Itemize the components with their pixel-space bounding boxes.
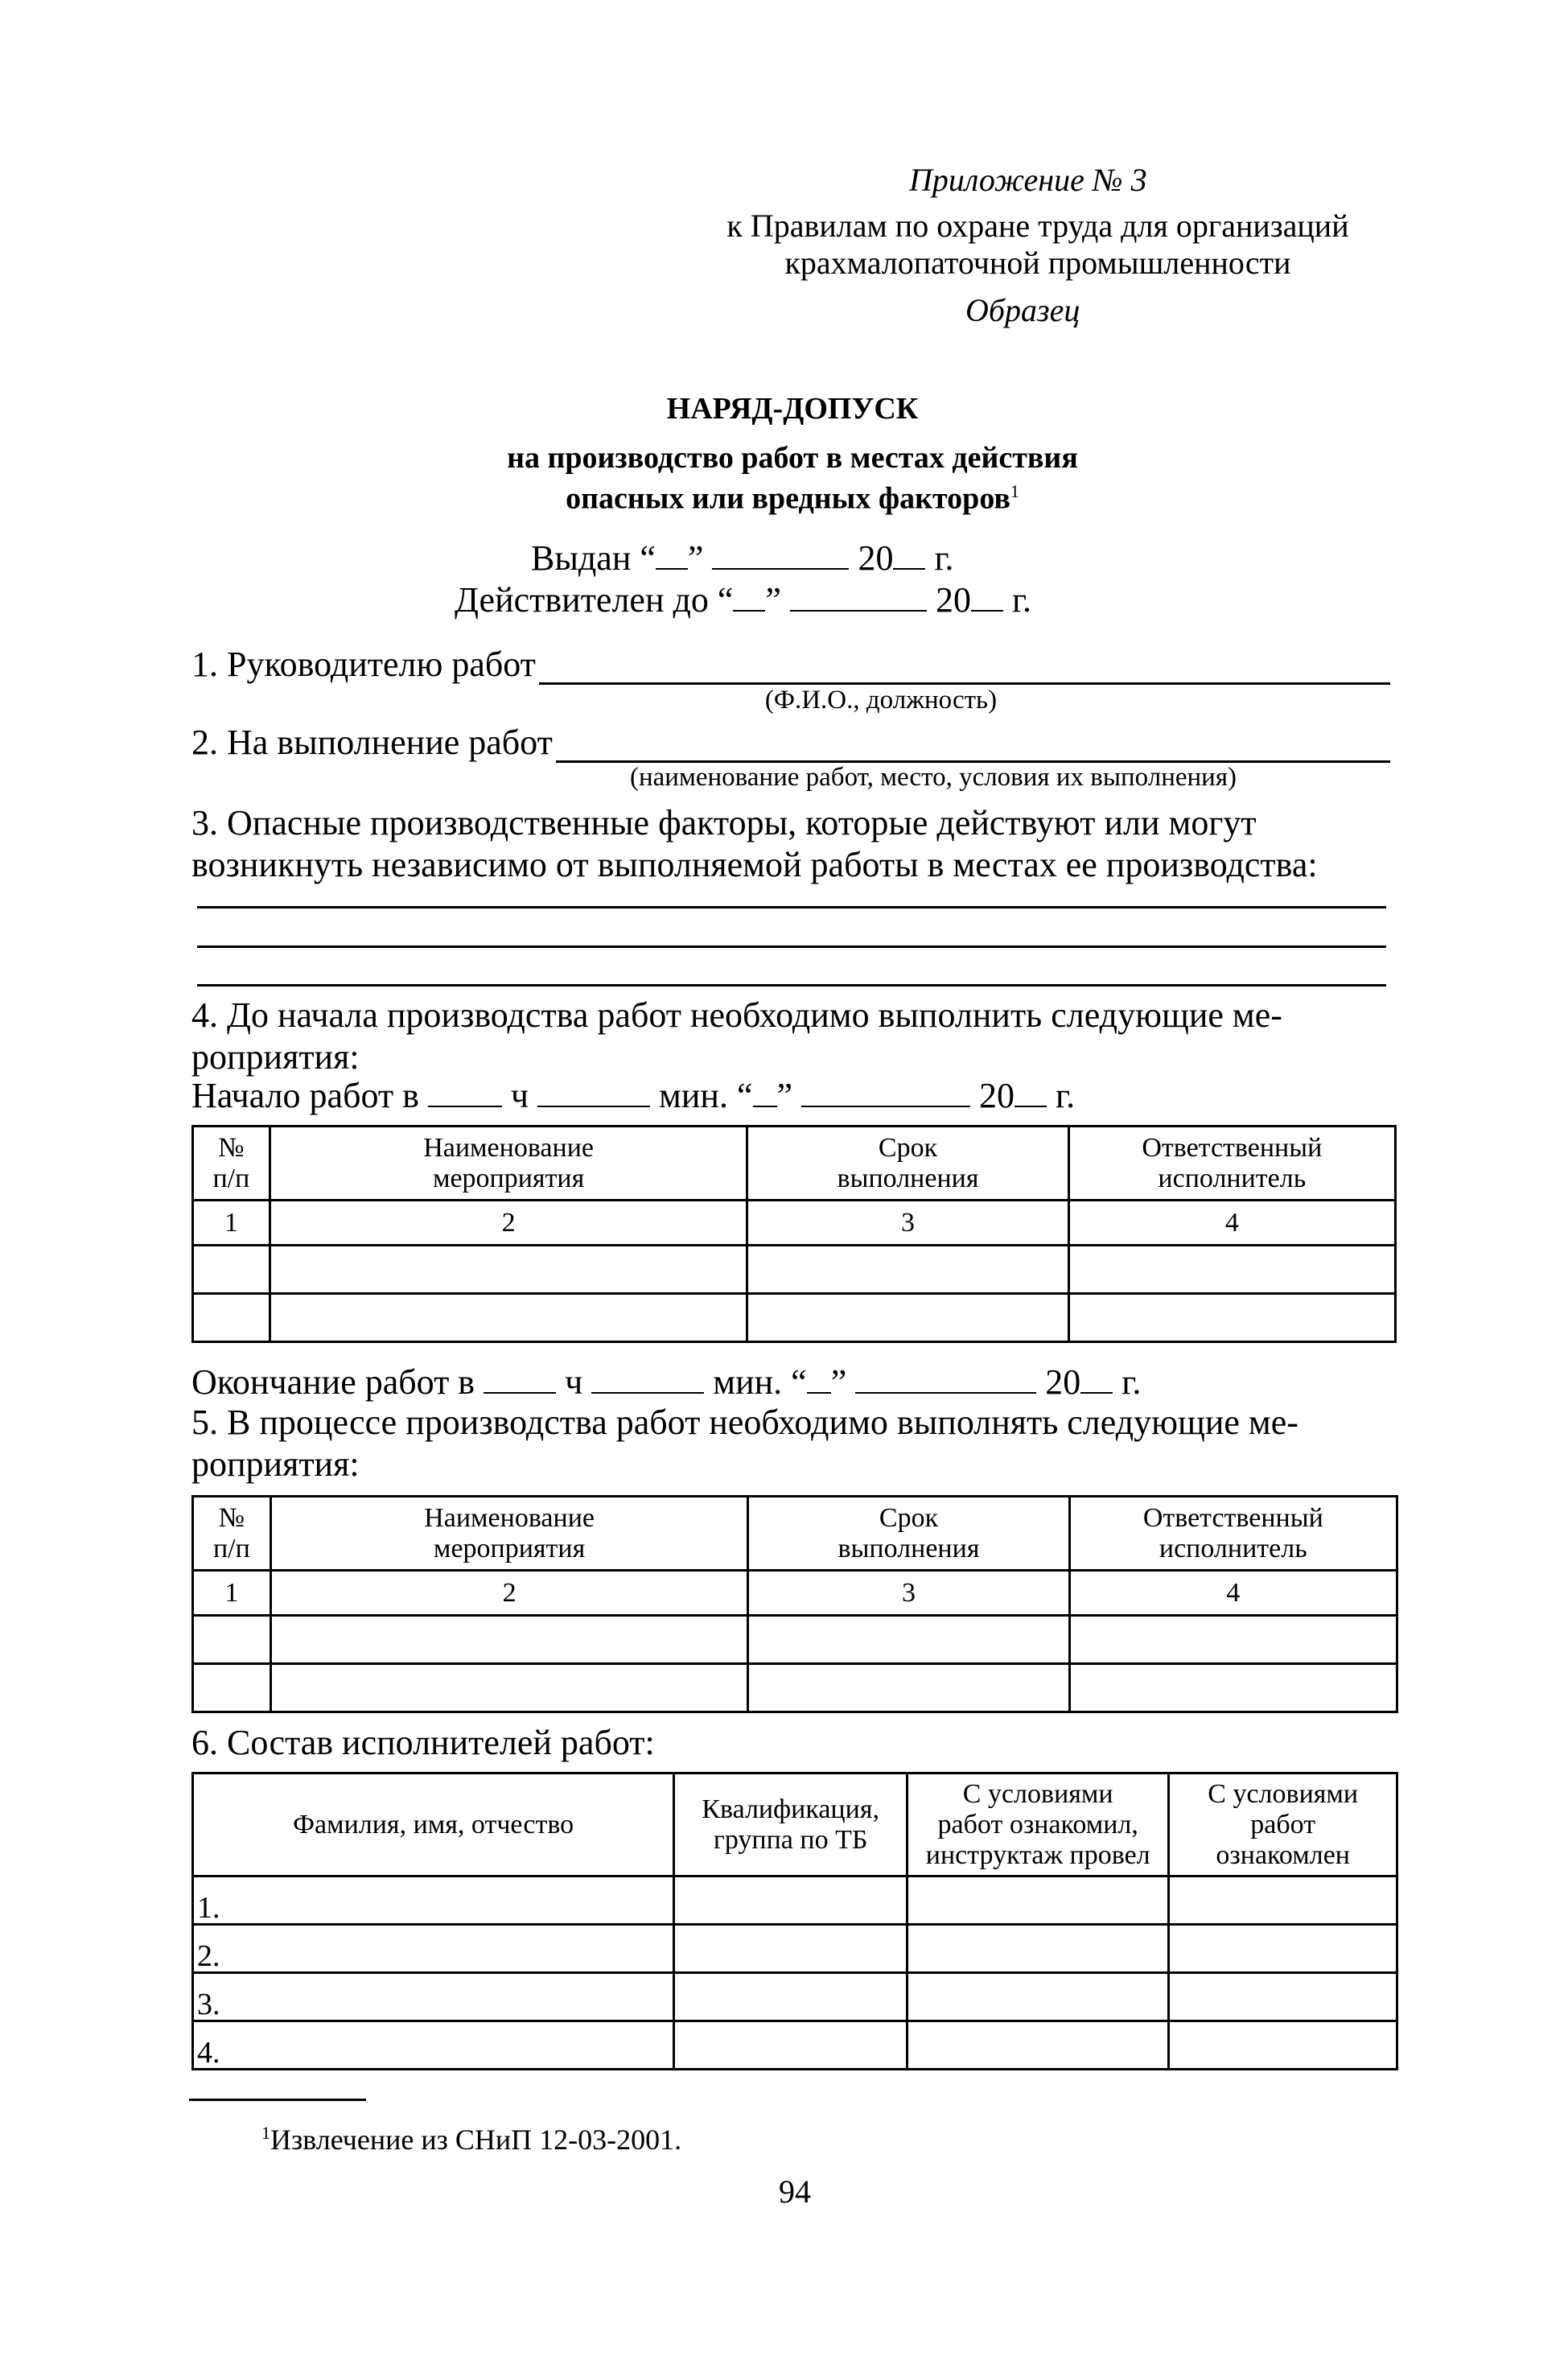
end-year-field[interactable] <box>1080 1366 1113 1394</box>
footnote <box>261 2123 681 2157</box>
end-month-field[interactable] <box>855 1366 1036 1394</box>
hazard-factors-line-3[interactable] <box>197 984 1386 987</box>
header-acquainted: С условиями работ ознакомлен <box>1169 1773 1397 1876</box>
header-number: № п/п <box>193 1127 270 1201</box>
work-assignment-field[interactable] <box>556 731 1390 763</box>
footnote-reference[interactable]: 1 <box>1010 481 1019 501</box>
worker-name-cell[interactable]: 1. <box>193 1876 674 1925</box>
work-assignment-label: 2. На выполнение работ <box>191 723 553 762</box>
table-row <box>193 1925 1397 1973</box>
header-responsible: Ответственный исполнитель <box>1068 1127 1395 1201</box>
valid-until-label: Действителен до <box>455 580 709 620</box>
document-subtitle <box>402 441 1183 516</box>
table-row <box>193 1246 1396 1294</box>
table-cell[interactable] <box>1068 1246 1395 1294</box>
valid-until-line: Действителен до “ ” 20 г. <box>455 580 1032 620</box>
page-number: 94 <box>779 2173 811 2210</box>
header-deadline: Срок выполнения <box>748 1497 1069 1571</box>
header-measure-name: Наименование мероприятия <box>270 1497 748 1571</box>
valid-month-field[interactable] <box>790 584 927 612</box>
header-briefing-conducted: С условиями работ ознакомил, инструктаж провел <box>907 1773 1169 1876</box>
footnote-divider <box>189 2099 366 2101</box>
work-start-label: Начало работ в <box>191 1076 419 1115</box>
worker-name-cell[interactable]: 2. <box>193 1925 674 1973</box>
table-cell[interactable] <box>748 1616 1069 1664</box>
workers-composition-text: 6. Состав исполнителей работ: <box>191 1723 655 1762</box>
valid-day-field[interactable] <box>733 584 765 612</box>
footnote-text: Извлечение из СНиП 12-03-2001. <box>270 2124 682 2156</box>
appendix-reference <box>692 208 1384 282</box>
issued-year-field[interactable] <box>893 542 925 570</box>
table-cell[interactable] <box>270 1616 748 1664</box>
start-day-field[interactable] <box>753 1080 777 1107</box>
table-cell[interactable] <box>907 1973 1169 2021</box>
table-cell[interactable] <box>193 1664 271 1712</box>
during-work-measures-table <box>191 1495 1398 1713</box>
table-row <box>193 2021 1397 2070</box>
column-numbering-row: 1 2 3 4 <box>193 1571 1397 1616</box>
appendix-reference-line2: крахмалопаточной промышленности <box>784 245 1291 281</box>
subtitle-line2: опасных или вредных факторов <box>566 481 1010 516</box>
table-cell[interactable] <box>270 1294 747 1342</box>
work-start-line: Начало работ в ч мин. “ ” 20 г. <box>191 1076 1076 1115</box>
appendix-reference-line1: к Правилам по охране труда для организаций <box>726 208 1349 244</box>
work-end-line: Окончание работ в ч мин. “ ” 20 г. <box>191 1362 1142 1402</box>
work-supervisor-label: 1. Руководителю работ <box>191 645 536 684</box>
header-deadline: Срок выполнения <box>747 1127 1068 1201</box>
start-year-field[interactable] <box>1014 1080 1047 1107</box>
work-supervisor-row <box>191 644 1390 685</box>
footnote-mark: 1 <box>261 2123 270 2143</box>
issued-label: Выдан <box>531 538 632 578</box>
issued-month-field[interactable] <box>712 542 849 570</box>
sample-label: Образец <box>965 292 1080 328</box>
table-cell[interactable] <box>747 1246 1068 1294</box>
table-cell[interactable] <box>193 1294 270 1342</box>
pre-work-measures-table <box>191 1125 1397 1343</box>
table-cell[interactable] <box>907 1925 1169 1973</box>
document-title: НАРЯД-ДОПУСК <box>666 392 919 426</box>
hazard-factors-line-2[interactable] <box>197 945 1386 948</box>
work-supervisor-field[interactable] <box>539 653 1390 685</box>
work-end-label: Окончание работ в <box>191 1362 475 1402</box>
table-row <box>193 1616 1397 1664</box>
end-hours-field[interactable] <box>484 1366 556 1394</box>
header-measure-name: Наименование мероприятия <box>270 1127 747 1201</box>
table-header-row <box>193 1127 1396 1201</box>
table-row <box>193 1876 1397 1925</box>
hazard-factors-line-1[interactable] <box>197 906 1386 908</box>
header-qualification: Квалификация, группа по ТБ <box>674 1773 907 1876</box>
start-hours-field[interactable] <box>428 1080 502 1107</box>
issued-date-line: Выдан “ ” 20 г. <box>531 538 954 578</box>
column-numbering-row: 1 2 3 4 <box>193 1201 1396 1246</box>
table-row <box>193 1664 1397 1712</box>
table-cell[interactable] <box>1069 1616 1397 1664</box>
table-cell[interactable] <box>1169 1973 1397 2021</box>
work-assignment-hint: (наименование работ, место, условия их выполнения) <box>629 763 1237 792</box>
table-cell[interactable] <box>1169 2021 1397 2070</box>
worker-name-cell[interactable]: 3. <box>193 1973 674 2021</box>
table-cell[interactable] <box>907 2021 1169 2070</box>
end-minutes-field[interactable] <box>591 1366 704 1394</box>
issued-day-field[interactable] <box>656 542 688 570</box>
work-assignment-row <box>191 722 1390 763</box>
header-responsible: Ответственный исполнитель <box>1069 1497 1397 1571</box>
table-cell[interactable] <box>1169 1876 1397 1925</box>
during-work-measures-text: 5. В процессе производства работ необходимо выполнять следующие ме- роприятия: <box>191 1403 1298 1484</box>
worker-name-cell[interactable]: 4. <box>193 2021 674 2070</box>
table-cell[interactable] <box>270 1246 747 1294</box>
table-cell[interactable] <box>907 1876 1169 1925</box>
table-cell[interactable] <box>674 1973 907 2021</box>
table-row <box>193 1973 1397 2021</box>
table-cell[interactable] <box>674 2021 907 2070</box>
table-cell[interactable] <box>1069 1664 1397 1712</box>
table-cell[interactable] <box>270 1664 748 1712</box>
table-header-row <box>193 1773 1397 1876</box>
table-cell[interactable] <box>747 1294 1068 1342</box>
subtitle-line1: на производство работ в местах действия <box>507 441 1078 475</box>
start-month-field[interactable] <box>801 1080 970 1107</box>
end-day-field[interactable] <box>807 1366 831 1394</box>
hazard-factors-text: 3. Опасные производственные факторы, которые действуют или могут возникнуть независимо от выполняемой работы в местах ее производства: <box>191 803 1318 884</box>
table-cell[interactable] <box>193 1616 271 1664</box>
table-cell[interactable] <box>193 1246 270 1294</box>
table-cell[interactable] <box>674 1876 907 1925</box>
table-header-row <box>193 1497 1397 1571</box>
appendix-number: Приложение № 3 <box>909 162 1147 198</box>
workers-table <box>191 1772 1398 2070</box>
start-minutes-field[interactable] <box>537 1080 650 1107</box>
table-cell[interactable] <box>1169 1925 1397 1973</box>
valid-year-field[interactable] <box>971 584 1003 612</box>
table-cell[interactable] <box>748 1664 1069 1712</box>
table-row <box>193 1294 1396 1342</box>
table-cell[interactable] <box>674 1925 907 1973</box>
table-cell[interactable] <box>1068 1294 1395 1342</box>
header-number: № п/п <box>193 1497 271 1571</box>
pre-work-measures-text: 4. До начала производства работ необходимо выполнить следующие ме- роприятия: <box>191 995 1282 1077</box>
work-supervisor-hint: (Ф.И.О., должность) <box>764 686 998 715</box>
header-full-name: Фамилия, имя, отчество <box>193 1773 674 1876</box>
